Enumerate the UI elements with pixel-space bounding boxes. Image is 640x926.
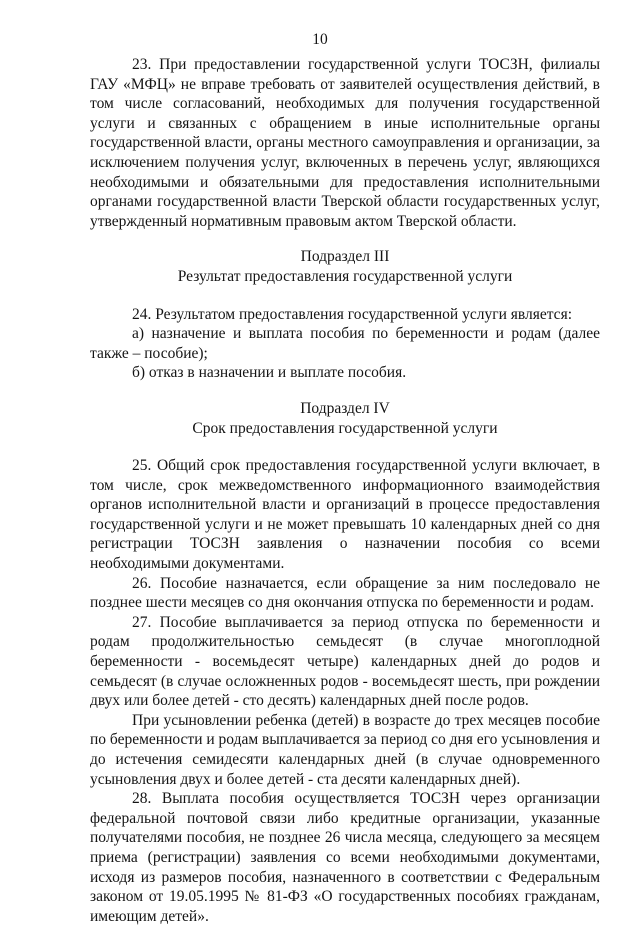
section-4-title: Срок предоставления государственной услуги	[192, 419, 498, 437]
document-body	[90, 55, 600, 926]
page-number: 10	[312, 31, 328, 48]
paragraph-25: 25. Общий срок предоставления государственной услуги включает, в том числе, срок межведомственного информационного взаимодействия органов исполнительной власти и организаций в процессе предоставления государственной услуги и не может превышать 10 календарных дней со дня регистрации ТОСЗН заявления о назначении пособия со всеми необходимыми документами.	[90, 457, 600, 573]
section-4-label: Подраздел IV	[300, 399, 390, 417]
spacer	[90, 287, 600, 305]
spacer	[90, 383, 600, 399]
paragraph-24-b: б) отказ в назначении и выплате пособия.	[132, 364, 407, 382]
paragraph-28: 28. Выплата пособия осуществляется ТОСЗН через организации федеральной почтовой связи либо кредитные организации, указанные получателями пособия, не позднее 26 числа месяца, следующего за месяцем приема (регистрации) заявления со всеми необходимыми документами, исходя из размеров пособия, назначенного в соответствии с Федеральным законом от 19.05.1995 № 81-ФЗ «О государственных пособиях гражданам, имеющим детей».	[90, 790, 600, 925]
section-3-label: Подраздел III	[300, 248, 390, 266]
paragraph-24-a: а) назначение и выплата пособия по беременности и родам (далее также – пособие);	[90, 325, 600, 362]
paragraph-24: 24. Результатом предоставления государственной услуги является:	[132, 305, 573, 323]
paragraph-adoption: При усыновлении ребенка (детей) в возрасте до трех месяцев пособие по беременности и родам выплачивается за период со дня его усыновления и до истечения семидесяти календарных дней (в случае одновременного усыновления двух и более детей - ста десяти календарных дней).	[90, 711, 600, 788]
section-3-title: Результат предоставления государственной услуги	[177, 267, 513, 285]
spacer	[90, 231, 600, 247]
paragraph-27: 27. Пособие выплачивается за период отпуска по беременности и родам продолжительностью семьдесят (в случае многоплодной беременности - восемьдесят четыре) календарных дней до родов и семьдесят (в случае осложненных родов - восемьдесят шесть, при рождении двух или более детей - сто десять) календарных дней после родов.	[90, 613, 600, 710]
paragraph-26: 26. Пособие назначается, если обращение за ним последовало не позднее шести месяцев со дня окончания отпуска по беременности и родам.	[90, 574, 600, 612]
spacer	[90, 438, 600, 456]
paragraph-23: 23. При предоставлении государственной услуги ТОСЗН, филиалы ГАУ «МФЦ» не вправе требовать от заявителей осуществления действий, в том числе согласований, необходимых для получения государственной услуги и связанных с обращением в иные исполнительные органы государственной власти, органы местного самоуправления и организации, за исключением получения услуг, включенных в перечень услуг, являющихся необходимыми и обязательными для предоставления исполнительными органами государственной власти Тверской области государственных услуг, утвержденный нормативным правовым актом Тверской области.	[90, 56, 600, 230]
